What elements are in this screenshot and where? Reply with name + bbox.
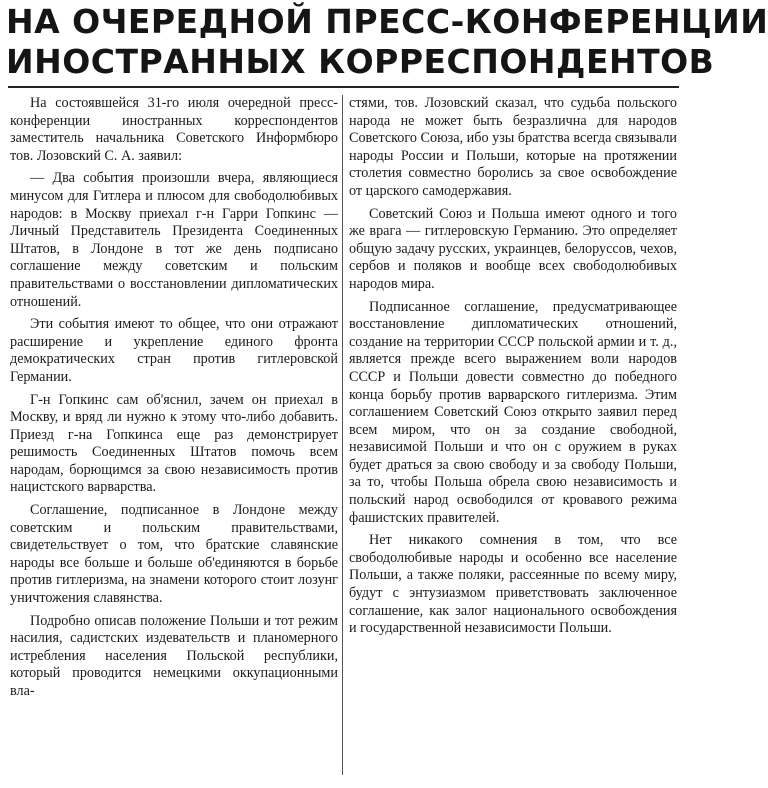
paragraph: Эти события имеют то общее, что они отражают расширение и укрепление единого фронта демократических стран против гитлеровской Германии. [10,316,338,385]
paragraph-continued: стями, тов. Лозовский сказал, что судьба польского народа не может быть безразлична для народов Советского Союза, ибо узы братства всегда связывали народы России и Польши, которые на протяжении столетия совместно боролись за свое освобождение от царского самодержавия. [349,95,677,199]
paragraph: Нет никакого сомнения в том, что все свободолюбивые народы и особенно все население Польши, а также поляки, рассеянные по всему миру, будут с энтузиазмом приветствовать заключенное соглашение, как залог национального освобождения и государственной независимости Польши. [349,532,677,637]
headline [6,2,768,82]
paragraph: Подробно описав положение Польши и тот режим насилия, садистских издевательств и планомерного истребления населения Польской республики, который проводится немецкими оккупационными вла- [10,612,338,699]
column-divider [342,95,343,775]
headline-rule [8,86,679,88]
paragraph: Соглашение, подписанное в Лондоне между советским и польским правительствами, свидетельствует о том, что братские славянские народы все больше и больше об'единяются в борьбе против гитлеризма, на знамени которого стоит лозунг уничтожения славянства. [10,502,338,607]
article-column-left [10,95,338,706]
headline-line-2: ИНОСТРАННЫХ КОРРЕСПОНДЕНТОВ [6,42,715,81]
paragraph: Советский Союз и Польша имеют одного и того же врага — гитлеровскую Германию. Это определяет общую задачу русских, украинцев, белоруссов, чехов, сербов и поляков и вообще всех свободолюбивых народов мира. [349,205,677,292]
paragraph: — Два события произошли вчера, являющиеся минусом для Гитлера и плюсом для свободолюбивых народов: в Москву приехал г-н Гарри Гопкинс — Личный Представитель Президента Соединенных Штатов, в Лондоне в тот же день подписано соглашение между советским и польским правительствами о восстановлении дипломатических отношений. [10,170,338,310]
headline-line-1: НА ОЧЕРЕДНОЙ ПРЕСС-КОНФЕРЕНЦИИ [6,2,768,41]
article-column-right [349,95,677,643]
paragraph: На состоявшейся 31-го июля очередной пресс-конференции иностранных корреспондентов заместитель начальника Советского Информбюро тов. Лозовский С. А. заявил: [10,95,338,164]
paragraph: Г-н Гопкинс сам об'яснил, зачем он приехал в Москву, и вряд ли нужно к этому что-либо добавить. Приезд г-на Гопкинса еще раз демонстрирует решимость Соединенных Штатов помочь всем народам, борющимся за свою независимость против нацистского варварства. [10,391,338,496]
paragraph: Подписанное соглашение, предусматривающее восстановление дипломатических отношений, создание на территории СССР польской армии и т. д., является прежде всего выражением воли народов СССР и Польши довести совместно до победного конца борьбу против варварского гитлеризма. Этим соглашением Советский Союз открыто заявил перед всем миром, что он за создание свободной, независимой Польши и что он с оружием в руках будет драться за свою свободу и за свободу Польши, за то, чтобы Польша обрела свою независимость и польский народ освободился от кровавого режима фашистских правителей. [349,298,677,526]
